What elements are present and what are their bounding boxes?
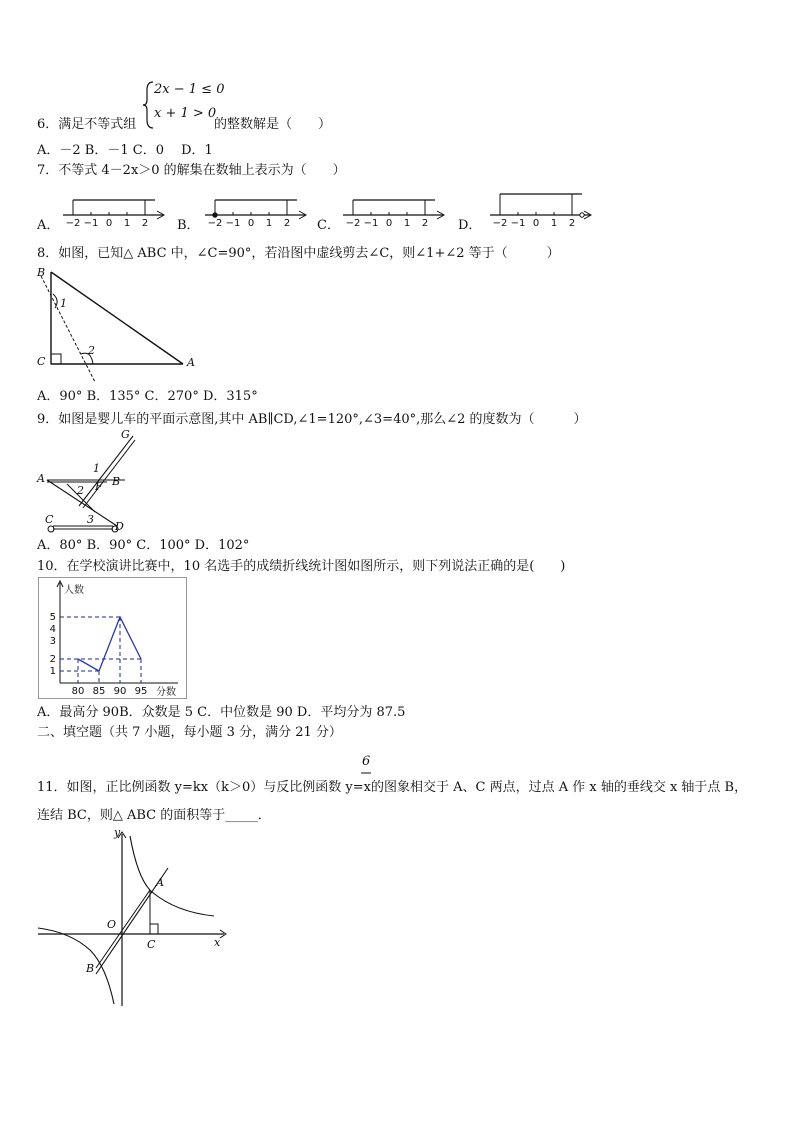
number-line-tick-label: 2: [568, 218, 576, 229]
section-2-heading: 二、填空题（共 7 小题，每小题 3 分，满分 21 分）: [37, 725, 342, 740]
number-line-tick-label: −2: [207, 218, 223, 229]
q11-label-A: A: [156, 876, 164, 889]
chart-series-line: [78, 617, 141, 671]
q9-angle-3: 3: [87, 513, 94, 526]
endpoint-dot: [580, 213, 584, 217]
q9-label-D: D: [115, 520, 124, 533]
q9-label-F: F: [95, 480, 103, 493]
q9-label-G: G: [121, 428, 130, 441]
q11-axis-y: y: [114, 826, 121, 839]
chart-x-tick-label: 90: [113, 686, 127, 697]
q9-angle-2: 2: [77, 484, 84, 497]
chart-y-tick-label: 5: [49, 612, 56, 623]
chart-y-tick-label: 3: [49, 636, 56, 647]
number-line-c: [343, 190, 448, 230]
number-line-a: [63, 190, 168, 230]
q11-function-graph: [36, 828, 236, 1008]
number-line-tick-label: −1: [83, 218, 99, 229]
q8-label-C: C: [37, 355, 46, 368]
q9-label-C: C: [45, 513, 54, 526]
q8-options: A．90° B．135° C．270° D．315°: [37, 389, 258, 404]
q8-label-A: A: [187, 356, 195, 369]
q11-label-B: B: [86, 962, 95, 975]
chart-y-tick-label: 1: [49, 666, 56, 677]
q9-stem: 9．如图是婴儿车的平面示意图,其中 AB∥CD,∠1=120°,∠3=40°,那么∠2 的度数为（ ）: [37, 412, 587, 427]
number-line-tick-label: 0: [105, 218, 113, 229]
number-line-tick-label: 0: [532, 218, 540, 229]
number-line-tick-label: −2: [65, 218, 81, 229]
q8-label-B: B: [37, 266, 46, 279]
q8-triangle-figure: [33, 262, 213, 387]
number-line-tick-label: 2: [141, 218, 149, 229]
chart-y-tick-label: 4: [49, 624, 56, 635]
q8-stem: 8．如图，已知△ ABC 中，∠C=90°，若沿图中虚线剪去∠C，则∠1+∠2 等于（ ）: [37, 246, 560, 261]
chart-y-label: 人数: [64, 585, 84, 596]
q9-angle-1: 1: [93, 462, 100, 475]
number-line-tick-label: −1: [510, 218, 526, 229]
q11-axis-x: x: [214, 936, 221, 949]
q8-angle-1: 1: [60, 297, 67, 310]
number-line-tick-label: 2: [283, 218, 291, 229]
q6-options: A．－2 B．－1 C．0 D．1: [37, 143, 213, 158]
q7-label-d: D．: [458, 218, 482, 233]
q9-options: A．80° B．90° C．100° D．102°: [37, 538, 250, 553]
number-line-tick-label: −2: [492, 218, 508, 229]
chart-x-label: 分数: [156, 687, 176, 698]
q9-label-B: B: [112, 475, 121, 488]
number-line-d: [490, 190, 595, 230]
q11-line-1: 11．如图，正比例函数 y=kx（k＞0）与反比例函数 y=x的图象相交于 A、C 两点，过点 A 作 x 轴的垂线交 x 轴于点 B，: [37, 780, 748, 795]
number-line-tick-label: 1: [265, 218, 273, 229]
q10-options: A．最高分 90B．众数是 5 C．中位数是 90 D．平均分为 87.5: [37, 705, 406, 720]
q6-prefix: 6．满足不等式组: [37, 117, 137, 132]
number-line-tick-label: 2: [421, 218, 429, 229]
number-line-tick-label: 0: [385, 218, 393, 229]
number-line-tick-label: 1: [403, 218, 411, 229]
q11-label-C: C: [147, 938, 156, 951]
chart-y-tick-label: 2: [49, 654, 56, 665]
endpoint-dot: [213, 213, 217, 217]
fraction-numerator: 6: [362, 754, 371, 769]
q9-label-A: A: [37, 472, 45, 485]
q7-stem: 7．不等式 4－2x＞0 的解集在数轴上表示为（ ）: [37, 163, 346, 178]
chart-x-tick-label: 85: [92, 686, 106, 697]
number-line-tick-label: −1: [363, 218, 379, 229]
q9-stroller-figure: [35, 428, 145, 538]
chart-x-tick-label: 80: [71, 686, 85, 697]
score-line-chart: [38, 577, 188, 699]
fraction-bar: [361, 772, 373, 776]
inequality-2: x + 1 > 0: [154, 106, 217, 121]
q6-suffix: 的整数解是（ ）: [214, 117, 332, 132]
number-line-tick-label: −1: [225, 218, 241, 229]
number-line-tick-label: 1: [550, 218, 558, 229]
number-line-b: [205, 190, 310, 230]
q10-stem: 10．在学校演讲比赛中，10 名选手的成绩折线统计图如图所示，则下列说法正确的是( ): [37, 559, 566, 574]
q11-line-2: 连结 BC，则△ ABC 的面积等于_____．: [37, 808, 271, 823]
inequality-1: 2x − 1 ≤ 0: [154, 82, 225, 97]
q8-angle-2: 2: [88, 344, 95, 357]
q7-label-c: C．: [317, 218, 340, 233]
number-line-tick-label: 0: [247, 218, 255, 229]
q7-label-a: A．: [37, 218, 60, 233]
number-line-tick-label: −2: [345, 218, 361, 229]
q7-label-b: B．: [177, 218, 200, 233]
q11-label-O: O: [107, 918, 117, 931]
chart-x-tick-label: 95: [134, 686, 148, 697]
number-line-tick-label: 1: [123, 218, 131, 229]
